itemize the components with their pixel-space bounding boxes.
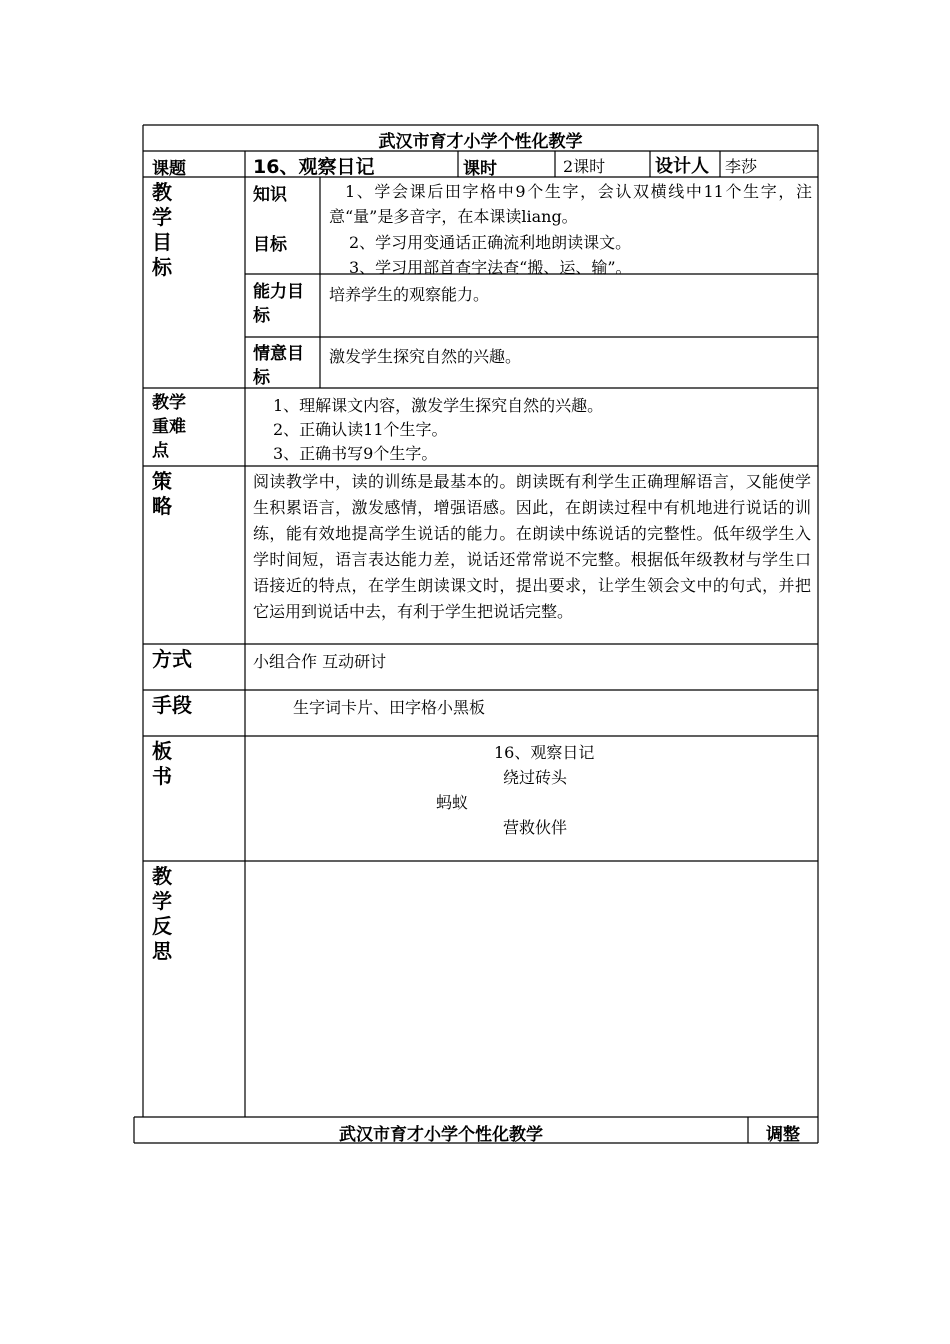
topic-value: 16、观察日记 — [253, 156, 375, 178]
period-value: 2课时 — [563, 157, 606, 176]
strategy-label: 策略 — [152, 469, 172, 518]
board-line-2: 绕过砖头 — [503, 768, 568, 787]
header-title: 武汉市育才小学个性化教学 — [378, 132, 583, 152]
topic-label: 课题 — [152, 159, 186, 179]
knowledge-item-3: 3、学习用部首查字法查“搬、运、输”。 — [349, 258, 632, 277]
method-label: 方式 — [152, 647, 192, 671]
goals-label: 教学目标 — [152, 180, 172, 279]
reflection-label: 教学反思 — [152, 864, 172, 963]
method-text: 小组合作 互动研讨 — [253, 652, 387, 671]
board-line-3: 蚂蚁 — [436, 793, 469, 812]
knowledge-label-1: 知识 — [253, 185, 287, 205]
board-line-4: 营救伙伴 — [503, 818, 568, 837]
knowledge-item-1: 1、学会课后田字格中9个生字，会认双横线中11个生字，注意“量”是多音字，在本课读liang。 — [329, 182, 812, 226]
footer-adjust-label: 调整 — [766, 1125, 800, 1145]
designer-value: 李莎 — [725, 157, 758, 176]
emotion-text: 激发学生探究自然的兴趣。 — [329, 347, 522, 366]
emotion-label: 情意目标 — [253, 344, 304, 388]
footer-title: 武汉市育才小学个性化教学 — [339, 1125, 543, 1145]
period-label: 课时 — [463, 159, 497, 179]
means-label: 手段 — [152, 693, 192, 717]
knowledge-label-2: 目标 — [253, 235, 287, 255]
strategy-text: 阅读教学中，读的训练是最基本的。朗读既有利学生正确理解语言，又能使学生积累语言，激发感情，增强语感。因此，在朗读过程中有机地进行说话的训练，能有效地提高学生说话的能力。在朗读中练说话的完整性。低年级学生入学时间短，语言表达能力差，说话还常常说不完整。根据低年级教材与学生口语接近的特点，在学生朗读课文时，提出要求，让学生领会文中的句式，并把它运用到说话中去，有利于学生把说话完整。 — [253, 472, 811, 621]
ability-text: 培养学生的观察能力。 — [329, 285, 490, 304]
knowledge-item-2: 2、学习用变通话正确流利地朗读课文。 — [349, 233, 632, 252]
board-line-1: 16、观察日记 — [494, 743, 595, 762]
key-point-3: 3、正确书写9个生字。 — [273, 444, 438, 463]
key-points-label: 教学重难点 — [152, 393, 186, 461]
means-text: 生字词卡片、田字格小黑板 — [293, 698, 486, 717]
board-label: 板书 — [152, 739, 172, 788]
key-point-1: 1、理解课文内容，激发学生探究自然的兴趣。 — [273, 396, 604, 415]
ability-label: 能力目标 — [253, 282, 304, 326]
key-point-2: 2、正确认读11个生字。 — [273, 420, 448, 439]
designer-label: 设计人 — [655, 156, 709, 177]
